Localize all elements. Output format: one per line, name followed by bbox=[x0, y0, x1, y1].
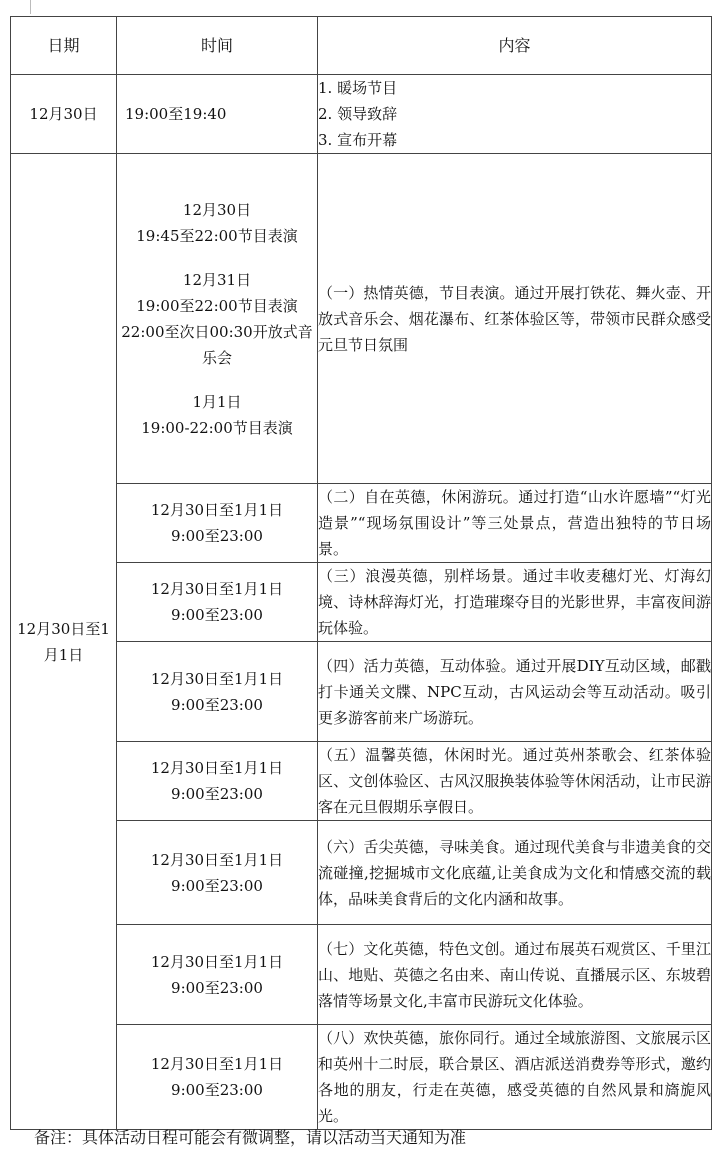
header-row bbox=[11, 17, 712, 75]
time-line: 12月31日 bbox=[182, 270, 252, 289]
header-content: 内容 bbox=[318, 17, 712, 75]
footnote: 备注：具体活动日程可能会有微调整，请以活动当天通知为准 bbox=[34, 1128, 467, 1147]
activity-row bbox=[11, 742, 712, 821]
time-block bbox=[117, 267, 317, 371]
activity-time bbox=[117, 821, 318, 925]
time-line: 12月30日至1月1日 bbox=[150, 759, 284, 777]
activity-row bbox=[11, 563, 712, 642]
opening-item: 2. 领导致辞 bbox=[318, 105, 398, 123]
activity-content: （八）欢快英德，旅你同行。通过全域旅游图、文旅展示区和英州十二时辰，联合景区、酒店派送消费券等形式，邀约各地的朋友，行走在英德，感受英德的自然风景和旖旎风光。 bbox=[318, 1025, 712, 1130]
activity-content: （六）舌尖英德，寻味美食。通过现代美食与非遗美食的交流碰撞,挖掘城市文化底蕴,让美食成为文化和情感交流的载体，品味美食背后的文化内涵和故事。 bbox=[318, 821, 712, 925]
activity-time bbox=[117, 1025, 318, 1130]
time-line: 22:00至次日00:30开放式音乐会 bbox=[121, 322, 313, 367]
activity-time bbox=[117, 642, 318, 742]
time-line: 9:00至23:00 bbox=[171, 785, 263, 803]
time-line: 9:00至23:00 bbox=[171, 695, 263, 714]
opening-date: 12月30日 bbox=[11, 75, 117, 154]
opening-row bbox=[11, 75, 712, 154]
time-line: 12月30日至1月1日 bbox=[150, 580, 284, 598]
time-block bbox=[117, 197, 317, 249]
activity-row bbox=[11, 1025, 712, 1130]
time-line: 19:00至22:00节目表演 bbox=[136, 296, 298, 315]
activity-row bbox=[11, 925, 712, 1025]
main-date: 12月30日至1月1日 bbox=[11, 154, 117, 1130]
time-line: 9:00至23:00 bbox=[171, 978, 263, 997]
time-line: 12月30日 bbox=[182, 200, 252, 219]
time-line: 12月30日至1月1日 bbox=[150, 1055, 284, 1073]
opening-item: 1. 暖场节目 bbox=[318, 79, 398, 97]
schedule-table bbox=[10, 16, 712, 1130]
time-line: 19:00-22:00节目表演 bbox=[141, 418, 293, 437]
activity-content: （二）自在英德，休闲游玩。通过打造“山水许愿墙”“灯光造景”“现场氛围设计”等三处景点，营造出独特的节日场景。 bbox=[318, 484, 712, 563]
time-block bbox=[117, 389, 317, 441]
activity-time bbox=[117, 563, 318, 642]
performance-time bbox=[117, 154, 318, 484]
activity-row bbox=[11, 642, 712, 742]
activity-content: （七）文化英德，特色文创。通过布展英石观赏区、千里江山、地贴、英德之名由来、南山传说、直播展示区、东坡碧落情等场景文化,丰富市民游玩文化体验。 bbox=[318, 925, 712, 1025]
opening-time: 19:00至19:40 bbox=[117, 75, 318, 154]
activity-row bbox=[11, 484, 712, 563]
opening-list bbox=[318, 75, 711, 153]
activity-content: （三）浪漫英德，别样场景。通过丰收麦穗灯光、灯海幻境、诗林辞海灯光，打造璀璨夺目的光影世界，丰富夜间游玩体验。 bbox=[318, 563, 712, 642]
time-line: 19:45至22:00节目表演 bbox=[136, 226, 298, 245]
margin-mark bbox=[30, 0, 31, 14]
performance-content: （一）热情英德，节目表演。通过开展打铁花、舞火壶、开放式音乐会、烟花瀑布、红茶体验区等，带领市民群众感受元旦节日氛围 bbox=[318, 154, 712, 484]
activity-row bbox=[11, 821, 712, 925]
time-line: 12月30日至1月1日 bbox=[150, 669, 284, 688]
time-line: 12月30日至1月1日 bbox=[150, 952, 284, 971]
time-line: 9:00至23:00 bbox=[171, 527, 263, 545]
activity-content: （五）温馨英德，休闲时光。通过英州茶歌会、红茶体验区、文创体验区、古风汉服换装体验等休闲活动，让市民游客在元旦假期乐享假日。 bbox=[318, 742, 712, 821]
performance-row bbox=[11, 154, 712, 484]
opening-item: 3. 宣布开幕 bbox=[318, 131, 398, 149]
activity-time bbox=[117, 742, 318, 821]
activity-time bbox=[117, 484, 318, 563]
opening-content bbox=[318, 75, 712, 154]
time-line: 12月30日至1月1日 bbox=[150, 501, 284, 519]
header-time: 时间 bbox=[117, 17, 318, 75]
time-line: 9:00至23:00 bbox=[171, 1081, 263, 1099]
time-line: 12月30日至1月1日 bbox=[150, 850, 284, 869]
time-line: 9:00至23:00 bbox=[171, 606, 263, 624]
time-line: 1月1日 bbox=[192, 392, 242, 411]
time-line: 9:00至23:00 bbox=[171, 876, 263, 895]
activity-time bbox=[117, 925, 318, 1025]
activity-content: （四）活力英德，互动体验。通过开展DIY互动区域，邮戳打卡通关文牒、NPC互动，古风运动会等互动活动。吸引更多游客前来广场游玩。 bbox=[318, 642, 712, 742]
header-date: 日期 bbox=[11, 17, 117, 75]
